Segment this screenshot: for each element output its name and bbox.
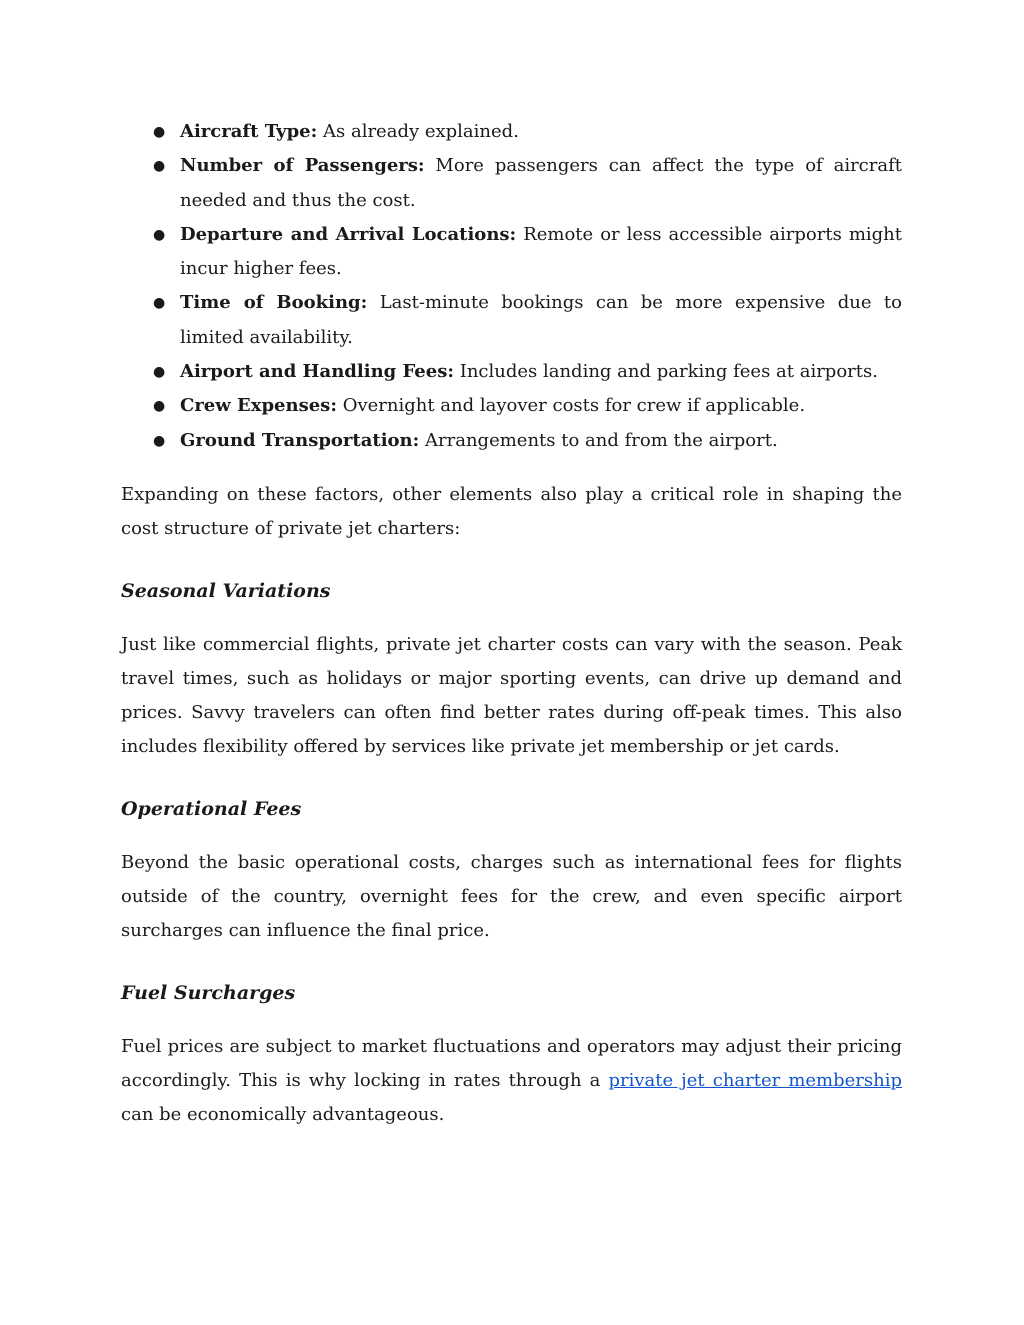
bullet-icon: ● (153, 398, 166, 415)
list-item (121, 389, 902, 423)
seasonal-variations-heading: Seasonal Variations (121, 579, 331, 602)
operational-fees-paragraph: Beyond the basic operational costs, charges such as international fees for flights outside of the country, overnight fees for the crew, and even specific airport surcharges can influence the final price. (121, 851, 902, 942)
list-item (121, 286, 902, 355)
bullet-icon: ● (153, 432, 166, 449)
bullet-icon: ● (153, 295, 166, 312)
factor-term: Time of Booking: (180, 292, 368, 314)
factor-term: Aircraft Type: (180, 121, 318, 142)
fuel-text-before-link: Fuel prices are subject to market fluctuations and operators may adjust their pricing accordingly. This is why locking in rates through a (121, 1035, 902, 1091)
factor-description: Last-minute bookings can be more expensive due to limited availability. (180, 292, 902, 348)
fuel-text-after-link: can be economically advantageous. (121, 1104, 445, 1126)
seasonal-variations-paragraph: Just like commercial flights, private jet charter costs can vary with the season. Peak travel times, such as holidays or major sporting events, can drive up demand and prices. Savvy travelers can often find better rates during off-peak times. This also includes flexibility offered by services like private jet membership or jet cards. (121, 633, 902, 758)
bullet-icon: ● (153, 158, 166, 175)
factor-description: Overnight and layover costs for crew if applicable. (336, 395, 806, 417)
membership-link[interactable]: private jet charter membership (608, 1069, 902, 1091)
factor-description: More passengers can affect the type of aircraft needed and thus the cost. (180, 155, 902, 211)
factor-term: Departure and Arrival Locations: (180, 223, 517, 245)
bullet-icon: ● (153, 226, 166, 243)
factor-description: Includes landing and parking fees at airports. (453, 361, 878, 383)
factor-term: Airport and Handling Fees: (180, 361, 454, 383)
list-item (121, 355, 902, 389)
factor-description: Arrangements to and from the airport. (419, 429, 778, 451)
fuel-surcharges-heading: Fuel Surcharges (121, 981, 296, 1004)
document-page (121, 115, 902, 1133)
list-item (121, 424, 902, 458)
factor-term: Number of Passengers: (180, 155, 425, 177)
bullet-icon: ● (153, 124, 166, 140)
factor-description: As already explained. (317, 121, 519, 142)
list-item (121, 115, 902, 149)
intro-paragraph: Expanding on these factors, other elements also play a critical role in shaping the cost structure of private jet charters: (121, 483, 902, 540)
fuel-surcharges-paragraph (121, 1030, 902, 1133)
operational-fees-heading: Operational Fees (121, 797, 302, 820)
factor-term: Ground Transportation: (180, 429, 420, 451)
cost-factors-list (121, 115, 902, 458)
list-item (121, 149, 902, 218)
factor-description: Remote or less accessible airports might incur higher fees. (180, 223, 902, 280)
factor-term: Crew Expenses: (180, 395, 337, 417)
list-item (121, 218, 902, 287)
bullet-icon: ● (153, 364, 166, 381)
